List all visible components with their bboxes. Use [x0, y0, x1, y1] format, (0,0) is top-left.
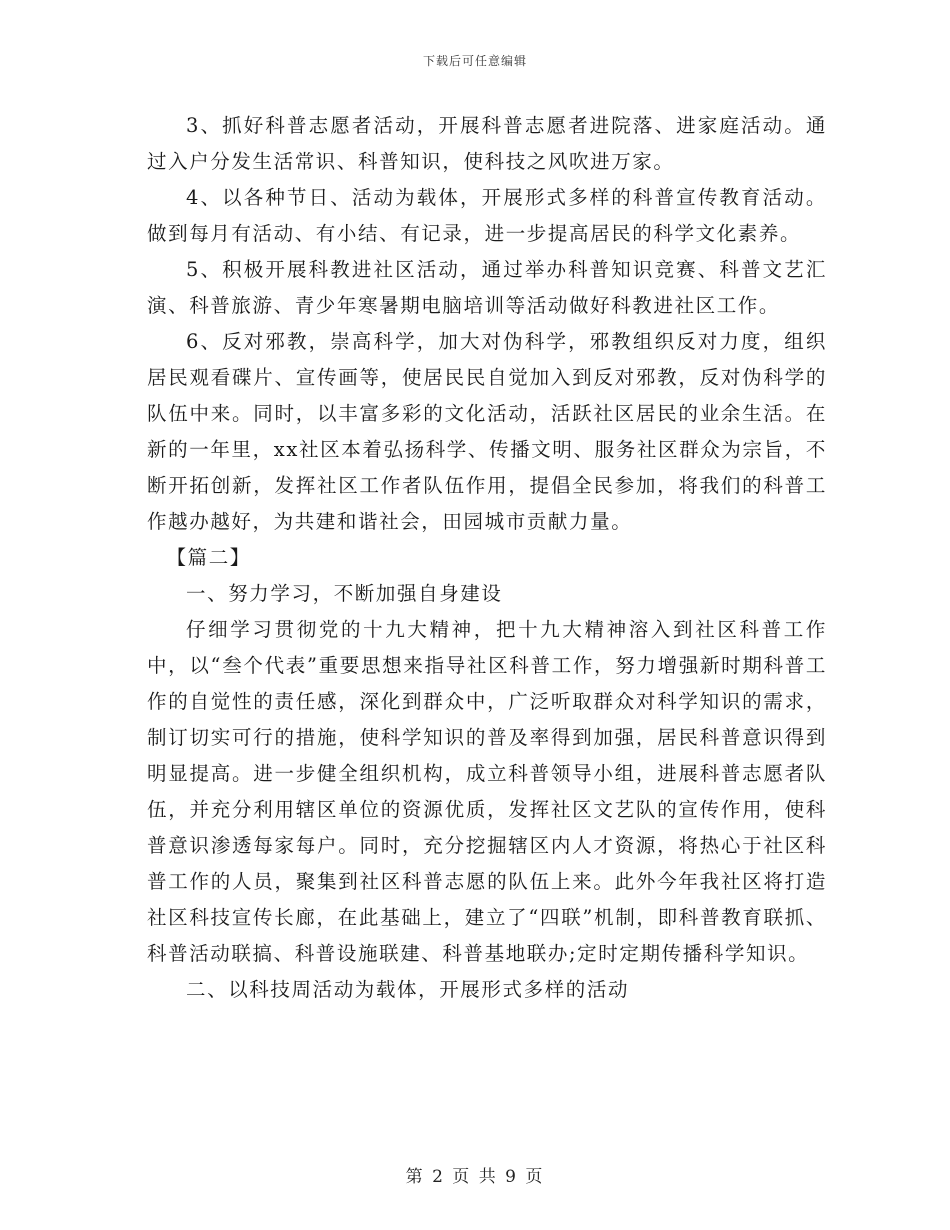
subheading-tech-week: 二、以科技周活动为载体，开展形式多样的活动 [186, 978, 630, 1001]
page-footer [0, 1162, 950, 1187]
paragraph-item-5: 5、积极开展科教进社区活动，通过举办科普知识竞赛、科普文艺汇演、科普旅游、青少年寒暑期电脑培训等活动做好科教进社区工作。 [147, 258, 827, 317]
footer-total-pages: 9 [505, 1167, 518, 1187]
section-heading-part-two: 【篇二】 [166, 546, 251, 569]
page-header-note: 下载后可任意编辑 [422, 54, 527, 68]
footer-middle: 页 共 [452, 1167, 498, 1187]
document-body [147, 108, 827, 1008]
footer-suffix: 页 [525, 1167, 545, 1187]
footer-prefix: 第 [405, 1167, 425, 1187]
footer-current-page: 2 [432, 1167, 445, 1187]
paragraph-study-body: 仔细学习贯彻党的十九大精神，把十九大精神溶入到社区科普工作中，以“叁个代表”重要思想来指导社区科普工作，努力增强新时期科普工作的自觉性的责任感，深化到群众中，广泛听取群众对科学知识的需求，制订切实可行的措施，使科学知识的普及率得到加强，居民科普意识得到明显提高。进一步健全组织机构，成立科普领导小组，进展科普志愿者队伍，并充分利用辖区单位的资源优质，发挥社区文艺队的宣传作用，使科普意识渗透每家每户。同时，充分挖掘辖区内人才资源，将热心于社区科普工作的人员，聚集到社区科普志愿的队伍上来。此外今年我社区将打造社区科技宣传长廊，在此基础上，建立了“四联”机制，即科普教育联抓、科普活动联搞、科普设施联建、科普基地联办;定时定期传播科学知识。 [147, 618, 827, 965]
paragraph-item-4: 4、以各种节日、活动为载体，开展形式多样的科普宣传教育活动。做到每月有活动、有小结、有记录，进一步提高居民的科学文化素养。 [147, 186, 827, 245]
subheading-study: 一、努力学习，不断加强自身建设 [186, 582, 503, 605]
paragraph-item-3: 3、抓好科普志愿者活动，开展科普志愿者进院落、进家庭活动。通过入户分发生活常识、科普知识，使科技之风吹进万家。 [147, 114, 827, 173]
paragraph-item-6: 6、反对邪教，崇高科学，加大对伪科学，邪教组织反对力度，组织居民观看碟片、宣传画等，使居民民自觉加入到反对邪教，反对伪科学的队伍中来。同时，以丰富多彩的文化活动，活跃社区居民的业余生活。在新的一年里，xx社区本着弘扬科学、传播文明、服务社区群众为宗旨，不断开拓创新，发挥社区工作者队伍作用，提倡全民参加，将我们的科普工作越办越好，为共建和谐社会，田园城市贡献力量。 [147, 330, 827, 533]
